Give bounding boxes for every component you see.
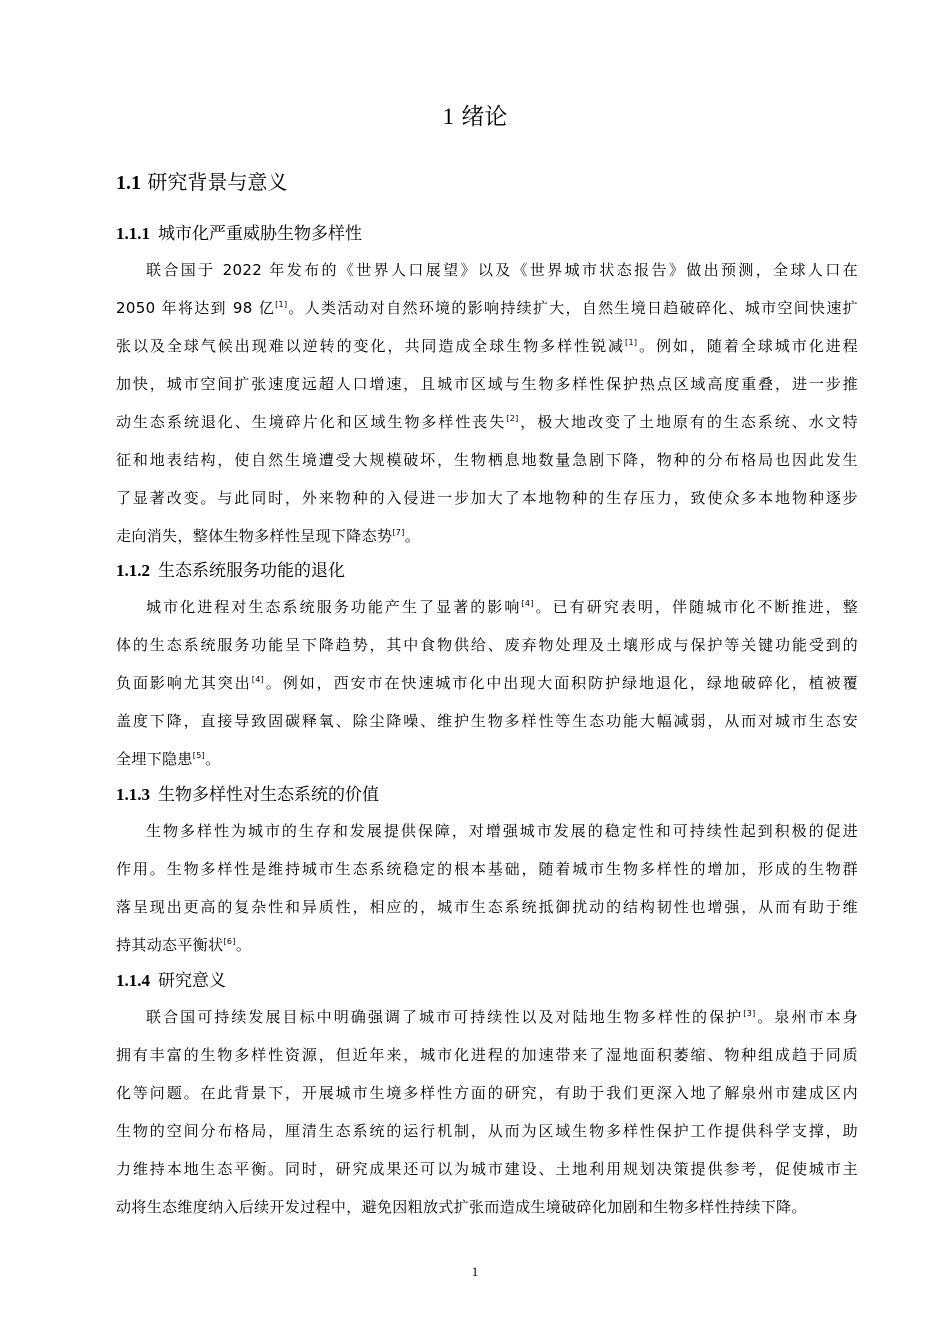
subsection-heading <box>116 967 226 995</box>
section-title: 研究背景与意义 <box>147 170 288 194</box>
citation-marker: [6] <box>223 937 236 946</box>
paragraph-line: 联合国于 2022 年发布的《世界人口展望》以及《世界城市状态报告》做出预测，全球人口在 <box>146 261 858 279</box>
citation-marker: [2] <box>506 414 519 423</box>
chapter-title <box>0 100 950 134</box>
subsection-title: 研究意义 <box>158 971 226 991</box>
chapter-title-text: 绪论 <box>461 104 508 130</box>
paragraph-line: 了显著改变。与此同时，外来物种的入侵进一步加大了本地物种的生存压力，致使众多本地物种逐步 <box>116 489 858 507</box>
paragraph-line: 动生态系统退化、生境碎片化和区域生物多样性丧失[2]，极大地改变了土地原有的生态系统、水文特 <box>116 413 858 431</box>
paragraph-line: 张以及全球气候出现难以逆转的变化，共同造成全球生物多样性锐减[1]。例如，随着全球城市化进程 <box>116 337 858 355</box>
paragraph <box>116 588 858 778</box>
subsection-number: 1.1.3 <box>116 785 150 804</box>
subsection-heading <box>116 557 345 585</box>
paragraph-line: 盖度下降，直接导致固碳释氧、除尘降噪、维护生物多样性等生态功能大幅减弱，从而对城市生态安 <box>116 712 858 730</box>
paragraph-line: 力维持本地生态平衡。同时，研究成果还可以为城市建设、土地利用规划决策提供参考，促使城市主 <box>116 1160 858 1178</box>
citation-marker: [4] <box>251 675 265 684</box>
subsection-number: 1.1.2 <box>116 561 150 580</box>
paragraph-line: 持其动态平衡状[6]。 <box>116 936 252 954</box>
paragraph-line: 城市化进程对生态系统服务功能产生了显著的影响[4]。已有研究表明，伴随城市化不断推进，整 <box>146 598 859 616</box>
subsection-title: 城市化严重威胁生物多样性 <box>158 224 362 244</box>
chapter-number: 1 <box>442 104 455 129</box>
paragraph-line: 负面影响尤其突出[4]。例如，西安市在快速城市化中出现大面积防护绿地退化，绿地破碎化，植被覆 <box>116 674 858 692</box>
paragraph-line: 动将生态维度纳入后续开发过程中，避免因粗放式扩张而造成生境破碎化加剧和生物多样性持续下降。 <box>116 1198 807 1216</box>
citation-marker: [1] <box>275 300 288 309</box>
paragraph-line: 征和地表结构，使自然生境遭受大规模破坏，生物栖息地数量急剧下降，物种的分布格局也因此发生 <box>116 451 858 469</box>
subsection-heading <box>116 781 379 809</box>
paragraph <box>116 812 858 964</box>
paragraph-line: 走向消失，整体生物多样性呈现下降态势[7]。 <box>116 527 421 545</box>
paragraph-line: 联合国可持续发展目标中明确强调了城市可持续性以及对陆地生物多样性的保护[3]。泉州市本身 <box>146 1008 858 1026</box>
paragraph-line: 生物多样性为城市的生存和发展提供保障，对增强城市发展的稳定性和可持续性起到积极的促进 <box>146 822 858 840</box>
paragraph-line: 生物的空间分布格局，厘清生态系统的运行机制，从而为区域生物多样性保护工作提供科学支撑，助 <box>116 1122 858 1140</box>
section-heading <box>116 166 287 199</box>
citation-marker: [3] <box>743 1009 756 1018</box>
subsection-number: 1.1.4 <box>116 971 150 990</box>
paragraph <box>116 998 858 1226</box>
paragraph-line: 2050 年将达到 98 亿[1]。人类活动对自然环境的影响持续扩大，自然生境日趋破碎化、城市空间快速扩 <box>116 299 858 317</box>
subsection-title: 生物多样性对生态系统的价值 <box>158 785 379 805</box>
paragraph-line: 落呈现出更高的复杂性和异质性，相应的，城市生态系统抵御扰动的结构韧性也增强，从而有助于维 <box>116 898 858 916</box>
paragraph <box>116 251 858 555</box>
paragraph-line: 加快，城市空间扩张速度远超人口增速，且城市区域与生物多样性保护热点区域高度重叠，进一步推 <box>116 375 858 393</box>
subsection-title: 生态系统服务功能的退化 <box>158 561 345 581</box>
paragraph-line: 作用。生物多样性是维持城市生态系统稳定的根本基础，随着城市生物多样性的增加，形成的生物群 <box>116 860 858 878</box>
subsection-heading <box>116 220 362 248</box>
paragraph-line: 全埋下隐患[5]。 <box>116 750 221 768</box>
citation-marker: [1] <box>625 338 638 347</box>
citation-marker: [7] <box>392 528 405 537</box>
subsection-number: 1.1.1 <box>116 224 150 243</box>
paragraph-line: 体的生态系统服务功能呈下降趋势，其中食物供给、废弃物处理及土壤形成与保护等关键功能受到的 <box>116 636 858 654</box>
paragraph-line: 拥有丰富的生物多样性资源，但近年来，城市化进程的加速带来了湿地面积萎缩、物种组成趋于同质 <box>116 1046 858 1064</box>
citation-marker: [4] <box>521 599 534 608</box>
page-number: 1 <box>471 1264 479 1279</box>
paragraph-line: 化等问题。在此背景下，开展城市生境多样性方面的研究，有助于我们更深入地了解泉州市建成区内 <box>116 1084 858 1102</box>
section-number: 1.1 <box>116 172 141 194</box>
citation-marker: [5] <box>192 751 206 760</box>
